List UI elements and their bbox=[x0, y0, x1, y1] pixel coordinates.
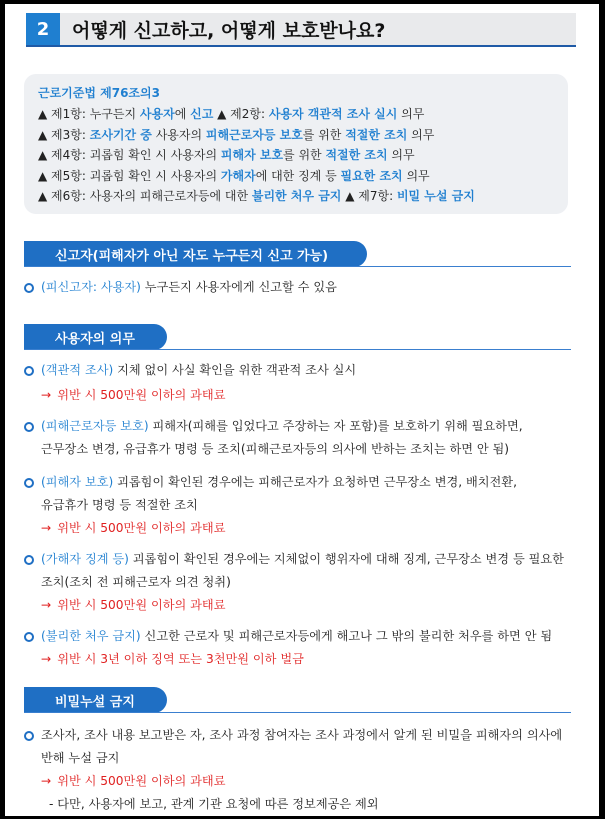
bullet-icon bbox=[24, 632, 34, 642]
law-line: ▲ 제1항: 누구든지 사용자에 신고 ▲ 제2항: 사용자 객관적 조사 실시 의무 bbox=[38, 107, 425, 121]
list-item: 조사자, 조사 내용 보고받은 자, 조사 과정 참여자는 조사 과정에서 알게 된 비밀을 피해자의 의사에 bbox=[41, 728, 563, 742]
list-item-continued: 근무장소 변경, 유급휴가 명령 등 조치(피해근로자등의 의사에 반하는 조치는 하면 안 됨) bbox=[41, 442, 510, 456]
arrow-right-icon: → bbox=[41, 774, 52, 788]
penalty-line: → 위반 시 500만원 이하의 과태료 bbox=[41, 521, 226, 535]
section-pill-confidentiality: 비밀누설 금지 bbox=[24, 687, 167, 713]
section-pill-reporter: 신고자(피해자가 아닌 자도 누구든지 신고 가능) bbox=[24, 241, 367, 267]
bullet-icon bbox=[24, 422, 34, 432]
note-line: - 다만, 사용자에 보고, 관계 기관 요청에 따른 정보제공은 제외 bbox=[49, 797, 379, 811]
section-title: 어떻게 신고하고, 어떻게 보호받나요? bbox=[72, 20, 386, 42]
bullet-icon bbox=[24, 478, 34, 488]
list-item: (객관적 조사) 지체 없이 사실 확인을 위한 객관적 조사 실시 bbox=[41, 363, 357, 377]
list-item-continued: 반해 누설 금지 bbox=[41, 751, 120, 765]
law-summary-box bbox=[24, 74, 568, 214]
penalty-line: → 위반 시 500만원 이하의 과태료 bbox=[41, 598, 226, 612]
section-rule bbox=[24, 712, 571, 713]
law-title: 근로기준법 제76조의3 bbox=[38, 86, 160, 100]
list-item-continued: 조치(조치 전 피해근로자 의견 청취) bbox=[41, 575, 231, 589]
section-rule bbox=[24, 266, 571, 267]
list-item: (피해근로자등 보호) 피해자(피해를 입었다고 주장하는 자 포함)를 보호하기 위해 필요하면, bbox=[41, 419, 523, 433]
bullet-icon bbox=[24, 283, 34, 293]
arrow-right-icon: → bbox=[41, 652, 52, 666]
list-item-continued: 유급휴가 명령 등 적절한 조치 bbox=[41, 498, 198, 512]
law-line: ▲ 제3항: 조사기간 중 사용자의 피해근로자등 보호를 위한 적절한 조치 의무 bbox=[38, 127, 435, 142]
arrow-right-icon: → bbox=[41, 521, 52, 535]
arrow-right-icon: → bbox=[41, 598, 52, 612]
bullet-icon bbox=[24, 555, 34, 565]
list-item: (피해자 보호) 괴롭힘이 확인된 경우에는 피해근로자가 요청하면 근무장소 변경, 배치전환, bbox=[41, 475, 517, 489]
arrow-right-icon: → bbox=[41, 388, 52, 402]
bullet-icon bbox=[24, 731, 34, 741]
section-header bbox=[26, 13, 576, 47]
list-item: (불리한 처우 금지) 신고한 근로자 및 피해근로자등에게 해고나 그 밖의 불리한 처우를 하면 안 됨 bbox=[41, 629, 553, 643]
list-item: (피신고자: 사용자) 누구든지 사용자에게 신고할 수 있음 bbox=[41, 280, 337, 294]
section-pill-employer-duty: 사용자의 의무 bbox=[24, 324, 167, 350]
document-page bbox=[5, 4, 599, 816]
list-item: (가해자 징계 등) 괴롭힘이 확인된 경우에는 지체없이 행위자에 대해 징계, 근무장소 변경 등 필요한 bbox=[41, 552, 564, 566]
penalty-line: → 위반 시 500만원 이하의 과태료 bbox=[41, 774, 226, 788]
penalty-line: → 위반 시 3년 이하 징역 또는 3천만원 이하 벌금 bbox=[41, 652, 304, 666]
law-line: ▲ 제4항: 괴롭힘 확인 시 사용자의 피해자 보호를 위한 적절한 조치 의무 bbox=[38, 148, 415, 162]
bullet-icon bbox=[24, 366, 34, 376]
section-rule bbox=[24, 349, 571, 350]
law-line: ▲ 제5항: 괴롭힘 확인 시 사용자의 가해자에 대한 징계 등 필요한 조치 의무 bbox=[38, 168, 430, 183]
penalty-line: → 위반 시 500만원 이하의 과태료 bbox=[41, 388, 226, 402]
law-line: ▲ 제6항: 사용자의 피해근로자등에 대한 불리한 처우 금지 ▲ 제7항: 비밀 누설 금지 bbox=[38, 189, 475, 203]
section-number: 2 bbox=[26, 13, 60, 45]
